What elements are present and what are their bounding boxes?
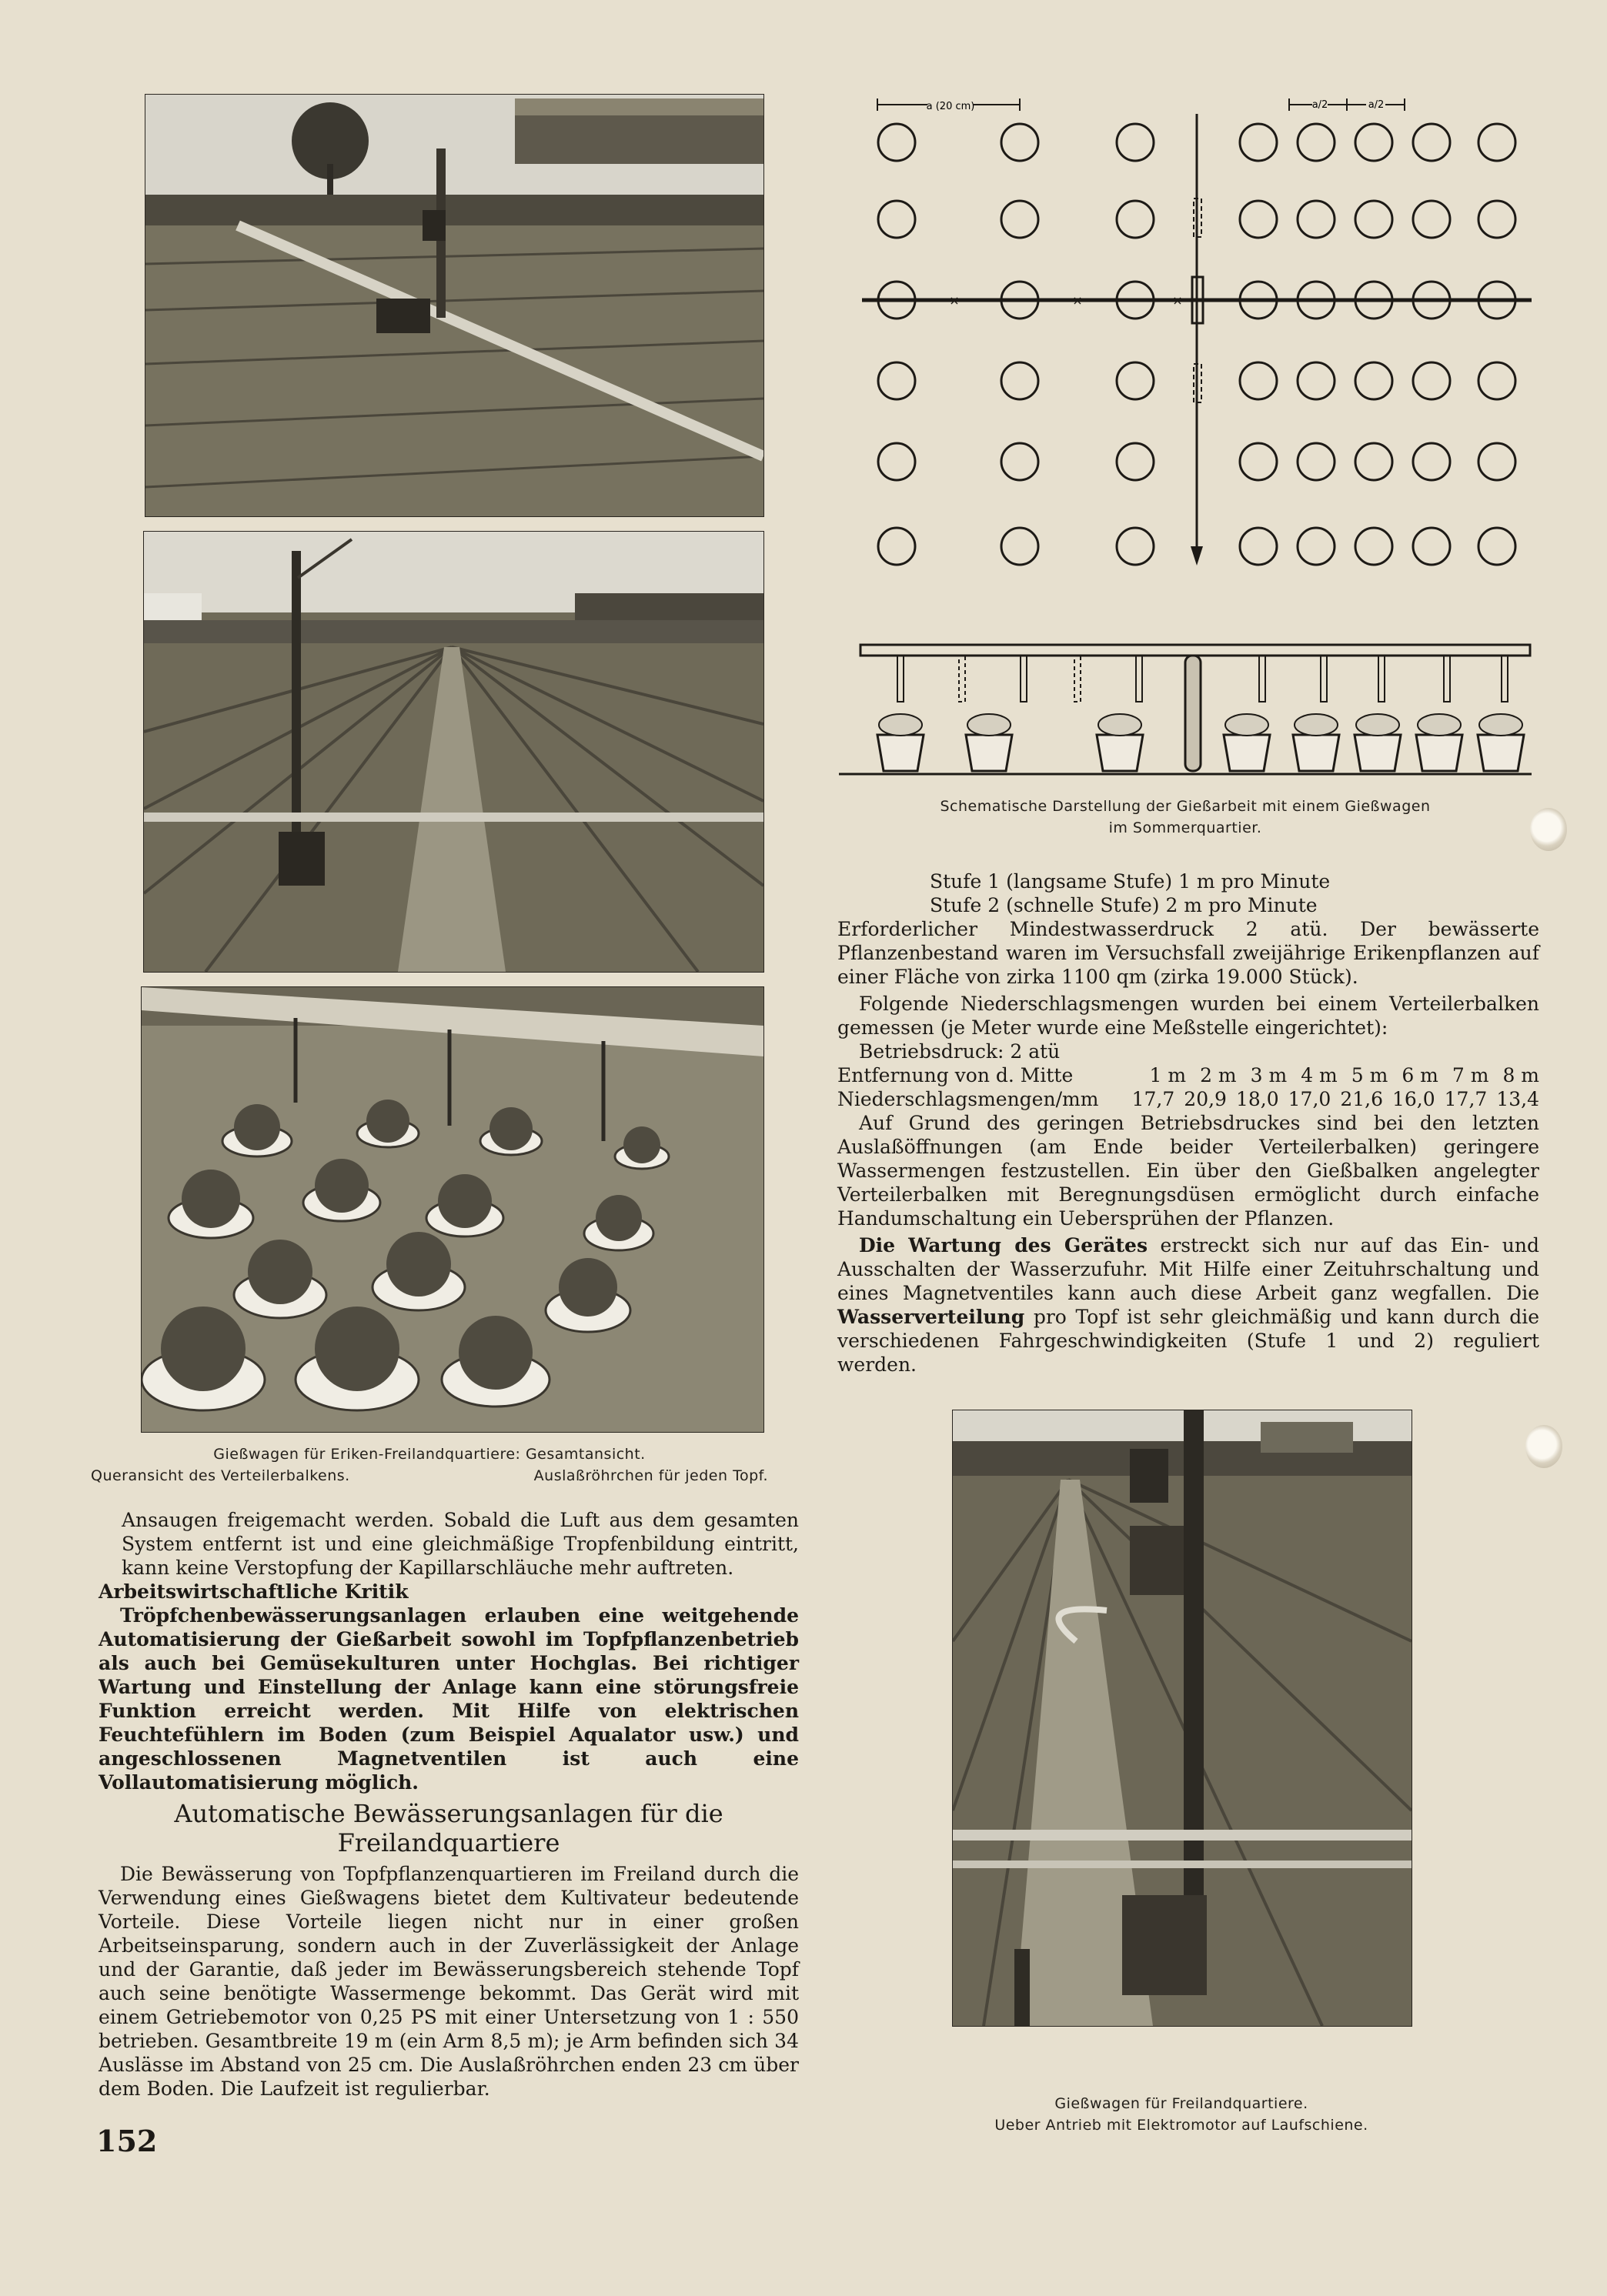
plant-pot-symbol	[1240, 443, 1277, 480]
table-row1-label: Entfernung von d. Mitte	[837, 1064, 1074, 1086]
row2-value-8: 13,4	[1496, 1088, 1539, 1110]
plant-foliage	[1479, 714, 1522, 736]
plant-pot-symbol	[1117, 362, 1154, 399]
diagram-plan-view	[858, 85, 1535, 585]
plant-pot-symbol	[1478, 528, 1515, 565]
row2-value-5: 21,6	[1340, 1088, 1383, 1110]
caption-diagram	[870, 796, 1501, 839]
left-para-3: Die Bewässerung von Topfpflanzenquartieren im Freiland durch die Verwendung eines Gießwagens bietet dem Kultivateur bedeutende Vorteile. Diese Vorteile liegen nicht nur in einer großen Arbeitseinsparung, sondern auch in der Zuverlässigkeit der Anlage und der Garantie, daß jeder im Bewässerungsbereich stehende Topf auch seine benötigte Wassermenge bekommt. Das Gerät wird mit einem Getriebemotor von 0,25 PS mit einer Untersetzung von 1 : 550 betrieben. Gesamtbreite 19 m (ein Arm 8,5 m); je Arm befinden sich 34 Auslässe im Abstand von 25 cm. Die Auslaßröhrchen enden 23 cm über dem Boden. Die Laufzeit ist regulierbar.	[99, 1863, 799, 2100]
plant-pot-symbol	[1355, 528, 1392, 565]
label-a: a (20 cm)	[926, 101, 975, 112]
pot-side	[1224, 735, 1270, 771]
punch-hole-top	[1530, 808, 1567, 851]
left-para-1: Ansaugen freigemacht werden. Sobald die Luft aus dem gesamten System entfernt ist und eine gleichmäßige Tropfenbildung eintritt, kann keine Verstopfung der Kapillarschläuche mehr auftreten.	[122, 1509, 799, 1579]
plant-pot-symbol	[1117, 124, 1154, 161]
plant-pot-symbol	[1298, 362, 1335, 399]
row2-value-4: 17,0	[1288, 1088, 1331, 1110]
pot-side	[877, 735, 924, 771]
caption-diagram-line1: Schematische Darstellung der Gießarbeit mit einem Gießwagen	[940, 798, 1431, 815]
plant-pot-symbol	[878, 528, 915, 565]
drip-tube	[1021, 656, 1027, 702]
plant-pot-symbol	[1478, 124, 1515, 161]
caption-left-line2	[91, 1465, 768, 1487]
plant-pot-symbol	[1001, 362, 1038, 399]
plant-pot-symbol	[1298, 528, 1335, 565]
plant-pot-symbol	[1413, 362, 1450, 399]
table-row-precipitation	[837, 1087, 1539, 1111]
caption-diagram-line2: im Sommerquartier.	[1108, 819, 1262, 836]
plant-pot-symbol	[1240, 124, 1277, 161]
right-para-1: Erforderlicher Mindestwasserdruck 2 atü. Der bewässerte Pflanzenbestand waren im Versuchsfall zweijährige Erikenpflanzen auf einer Fläche von zirka 1100 qm (zirka 19.000 Stück).	[837, 918, 1539, 988]
row1-value-1: 1 m	[1149, 1064, 1187, 1086]
plant-pot-symbol	[1240, 362, 1277, 399]
plant-pot-symbol	[1355, 124, 1392, 161]
plant-pot-symbol	[1298, 443, 1335, 480]
plant-pot-symbol	[878, 201, 915, 238]
caption-left-line2b: Auslaßröhrchen für jeden Topf.	[533, 1467, 768, 1484]
photo-field-overview	[145, 94, 764, 517]
plant-pot-symbol	[1478, 362, 1515, 399]
plant-pot-symbol	[1117, 443, 1154, 480]
row2-value-6: 16,0	[1392, 1088, 1435, 1110]
plant-pot-symbol	[878, 362, 915, 399]
table-row-distance	[837, 1063, 1539, 1087]
plant-pot-symbol	[1298, 124, 1335, 161]
heading-line2: Freilandquartiere	[337, 1828, 560, 1857]
row1-value-5: 5 m	[1351, 1064, 1388, 1086]
pot-side	[1293, 735, 1339, 771]
photo-field-rail	[143, 531, 764, 973]
row1-value-2: 2 m	[1200, 1064, 1237, 1086]
plant-foliage	[1295, 714, 1338, 736]
caption-left-photos	[91, 1443, 768, 1487]
row1-value-7: 7 m	[1452, 1064, 1489, 1086]
drip-tube	[1444, 656, 1450, 702]
label-a2-right: a/2	[1368, 99, 1385, 111]
plant-pot-symbol	[1413, 528, 1450, 565]
pot-side	[1097, 735, 1143, 771]
drip-tube	[959, 656, 965, 702]
plant-pot-symbol	[1240, 528, 1277, 565]
plant-pot-symbol	[1355, 201, 1392, 238]
drip-tube	[1321, 656, 1327, 702]
drip-tube	[1378, 656, 1385, 702]
heading-line1: Automatische Bewässerungsanlagen für die	[174, 1799, 723, 1828]
table-row1-values	[1150, 1063, 1540, 1087]
plant-foliage	[879, 714, 922, 736]
right-para-4	[837, 1233, 1539, 1377]
photo-watering-cart	[952, 1410, 1412, 2027]
right-column-text	[837, 869, 1539, 1377]
right-para-4-rest2: pro Topf ist sehr gleichmäßig und kann durch die verschiedenen Fahrgeschwindigkeiten (Stufe 1 und 2) reguliert werden.	[837, 1306, 1539, 1376]
row1-value-8: 8 m	[1502, 1064, 1539, 1086]
plant-pot-symbol	[1001, 528, 1038, 565]
diagram-side-view	[839, 639, 1532, 781]
punch-hole-bottom	[1525, 1425, 1562, 1468]
plant-foliage	[1098, 714, 1141, 736]
svg-text:×: ×	[949, 293, 960, 308]
svg-text:×: ×	[1172, 293, 1183, 308]
plant-pot-symbol	[1355, 443, 1392, 480]
plant-pot-symbol	[1413, 201, 1450, 238]
plant-foliage	[967, 714, 1011, 736]
plant-pot-symbol	[1298, 201, 1335, 238]
plant-pot-symbol	[1001, 201, 1038, 238]
stufe-1: Stufe 1 (langsame Stufe) 1 m pro Minute	[930, 870, 1331, 893]
plant-pot-symbol	[1413, 124, 1450, 161]
drip-tube	[1259, 656, 1265, 702]
plant-pot-symbol	[1240, 201, 1277, 238]
pot-side	[966, 735, 1012, 771]
pot-side	[1355, 735, 1401, 771]
plant-pot-symbol	[1117, 201, 1154, 238]
betriebsdruck: Betriebsdruck: 2 atü	[859, 1040, 1061, 1063]
row1-value-4: 4 m	[1301, 1064, 1338, 1086]
left-para-2: Tröpfchenbewässerungsanlagen erlauben eine weitgehende Automatisierung der Gießarbeit sowohl im Topfpflanzenbetrieb als auch bei Gemüsekulturen unter Hochglas. Bei richtiger Wartung und Einstellung der Anlage kann eine störungsfreie Funktion erreicht werden. Mit Hilfe von elektrischen Feuchtefühlern im Boden (zum Beispiel Aqualator usw.) und angeschlossenen Magnetventilen ist auch eine Vollautomatisierung möglich.	[99, 1604, 799, 1794]
row2-value-1: 17,7	[1131, 1088, 1175, 1110]
plant-pot-symbol	[1355, 362, 1392, 399]
plant-pot-symbol	[1001, 124, 1038, 161]
pot-side	[1478, 735, 1524, 771]
left-column-text	[99, 1508, 799, 2101]
pot-side	[1416, 735, 1462, 771]
plant-foliage	[1418, 714, 1461, 736]
plant-pot-symbol	[1001, 443, 1038, 480]
wartung-bold: Die Wartung des Gerätes	[859, 1234, 1148, 1256]
caption-cart-line1: Gießwagen für Freilandquartiere.	[1054, 2095, 1308, 2112]
drip-tube	[1074, 656, 1081, 702]
plant-foliage	[1225, 714, 1268, 736]
wasserverteilung-bold: Wasserverteilung	[837, 1306, 1025, 1328]
row2-value-3: 18,0	[1235, 1088, 1279, 1110]
section-heading	[99, 1799, 799, 1857]
plant-pot-symbol	[1478, 201, 1515, 238]
right-para-3: Auf Grund des geringen Betriebsdruckes sind bei den letzten Auslaßöffnungen (am Ende beider Verteilerbalken) geringere Wassermengen festzustellen. Ein über den Gießbalken angelegter Verteilerbalken mit Beregnungsdüsen ermöglicht durch einfache Handumschaltung ein Uebersprühen der Pflanzen.	[837, 1112, 1539, 1230]
right-para-2: Folgende Niederschlagsmengen wurden bei einem Verteilerbalken gemessen (je Meter wurde eine Meßstelle eingerichtet):	[837, 993, 1539, 1039]
table-row2-values	[1132, 1087, 1539, 1111]
caption-watering-cart	[908, 2093, 1455, 2136]
plant-pot-symbol	[1413, 443, 1450, 480]
caption-cart-line2: Ueber Antrieb mit Elektromotor auf Laufschiene.	[994, 2117, 1368, 2134]
label-a2-left: a/2	[1311, 99, 1328, 111]
plant-pot-symbol	[1117, 528, 1154, 565]
plant-pot-symbol	[878, 124, 915, 161]
plant-pot-symbol	[878, 443, 915, 480]
row1-value-3: 3 m	[1250, 1064, 1288, 1086]
row2-value-7: 17,7	[1444, 1088, 1488, 1110]
subheading-kritik: Arbeitswirtschaftliche Kritik	[99, 1580, 409, 1603]
drip-tube	[1136, 656, 1142, 702]
drip-tube	[897, 656, 904, 702]
page-number: 152	[96, 2124, 158, 2158]
photo-potted-plants	[141, 986, 764, 1433]
caption-left-line2a: Queransicht des Verteilerbalkens.	[91, 1467, 350, 1484]
table-row2-label: Niederschlagsmengen/mm	[837, 1088, 1099, 1110]
drip-tube	[1502, 656, 1508, 702]
plant-foliage	[1356, 714, 1399, 736]
caption-left-line1: Gießwagen für Eriken-Freilandquartiere: Gesamtansicht.	[213, 1446, 646, 1463]
row1-value-6: 6 m	[1402, 1064, 1438, 1086]
plant-pot-symbol	[1478, 443, 1515, 480]
stufe-2: Stufe 2 (schnelle Stufe) 2 m pro Minute	[930, 894, 1318, 916]
row2-value-2: 20,9	[1184, 1088, 1227, 1110]
svg-text:×: ×	[1072, 293, 1083, 308]
right-para-4-rest: erstreckt sich nur auf das Ein- und Ausschalten der Wasserzufuhr. Mit Hilfe einer Zeituhrschaltung und eines Magnetventiles kann auch diese Arbeit ganz wegfallen. Die	[837, 1234, 1539, 1304]
